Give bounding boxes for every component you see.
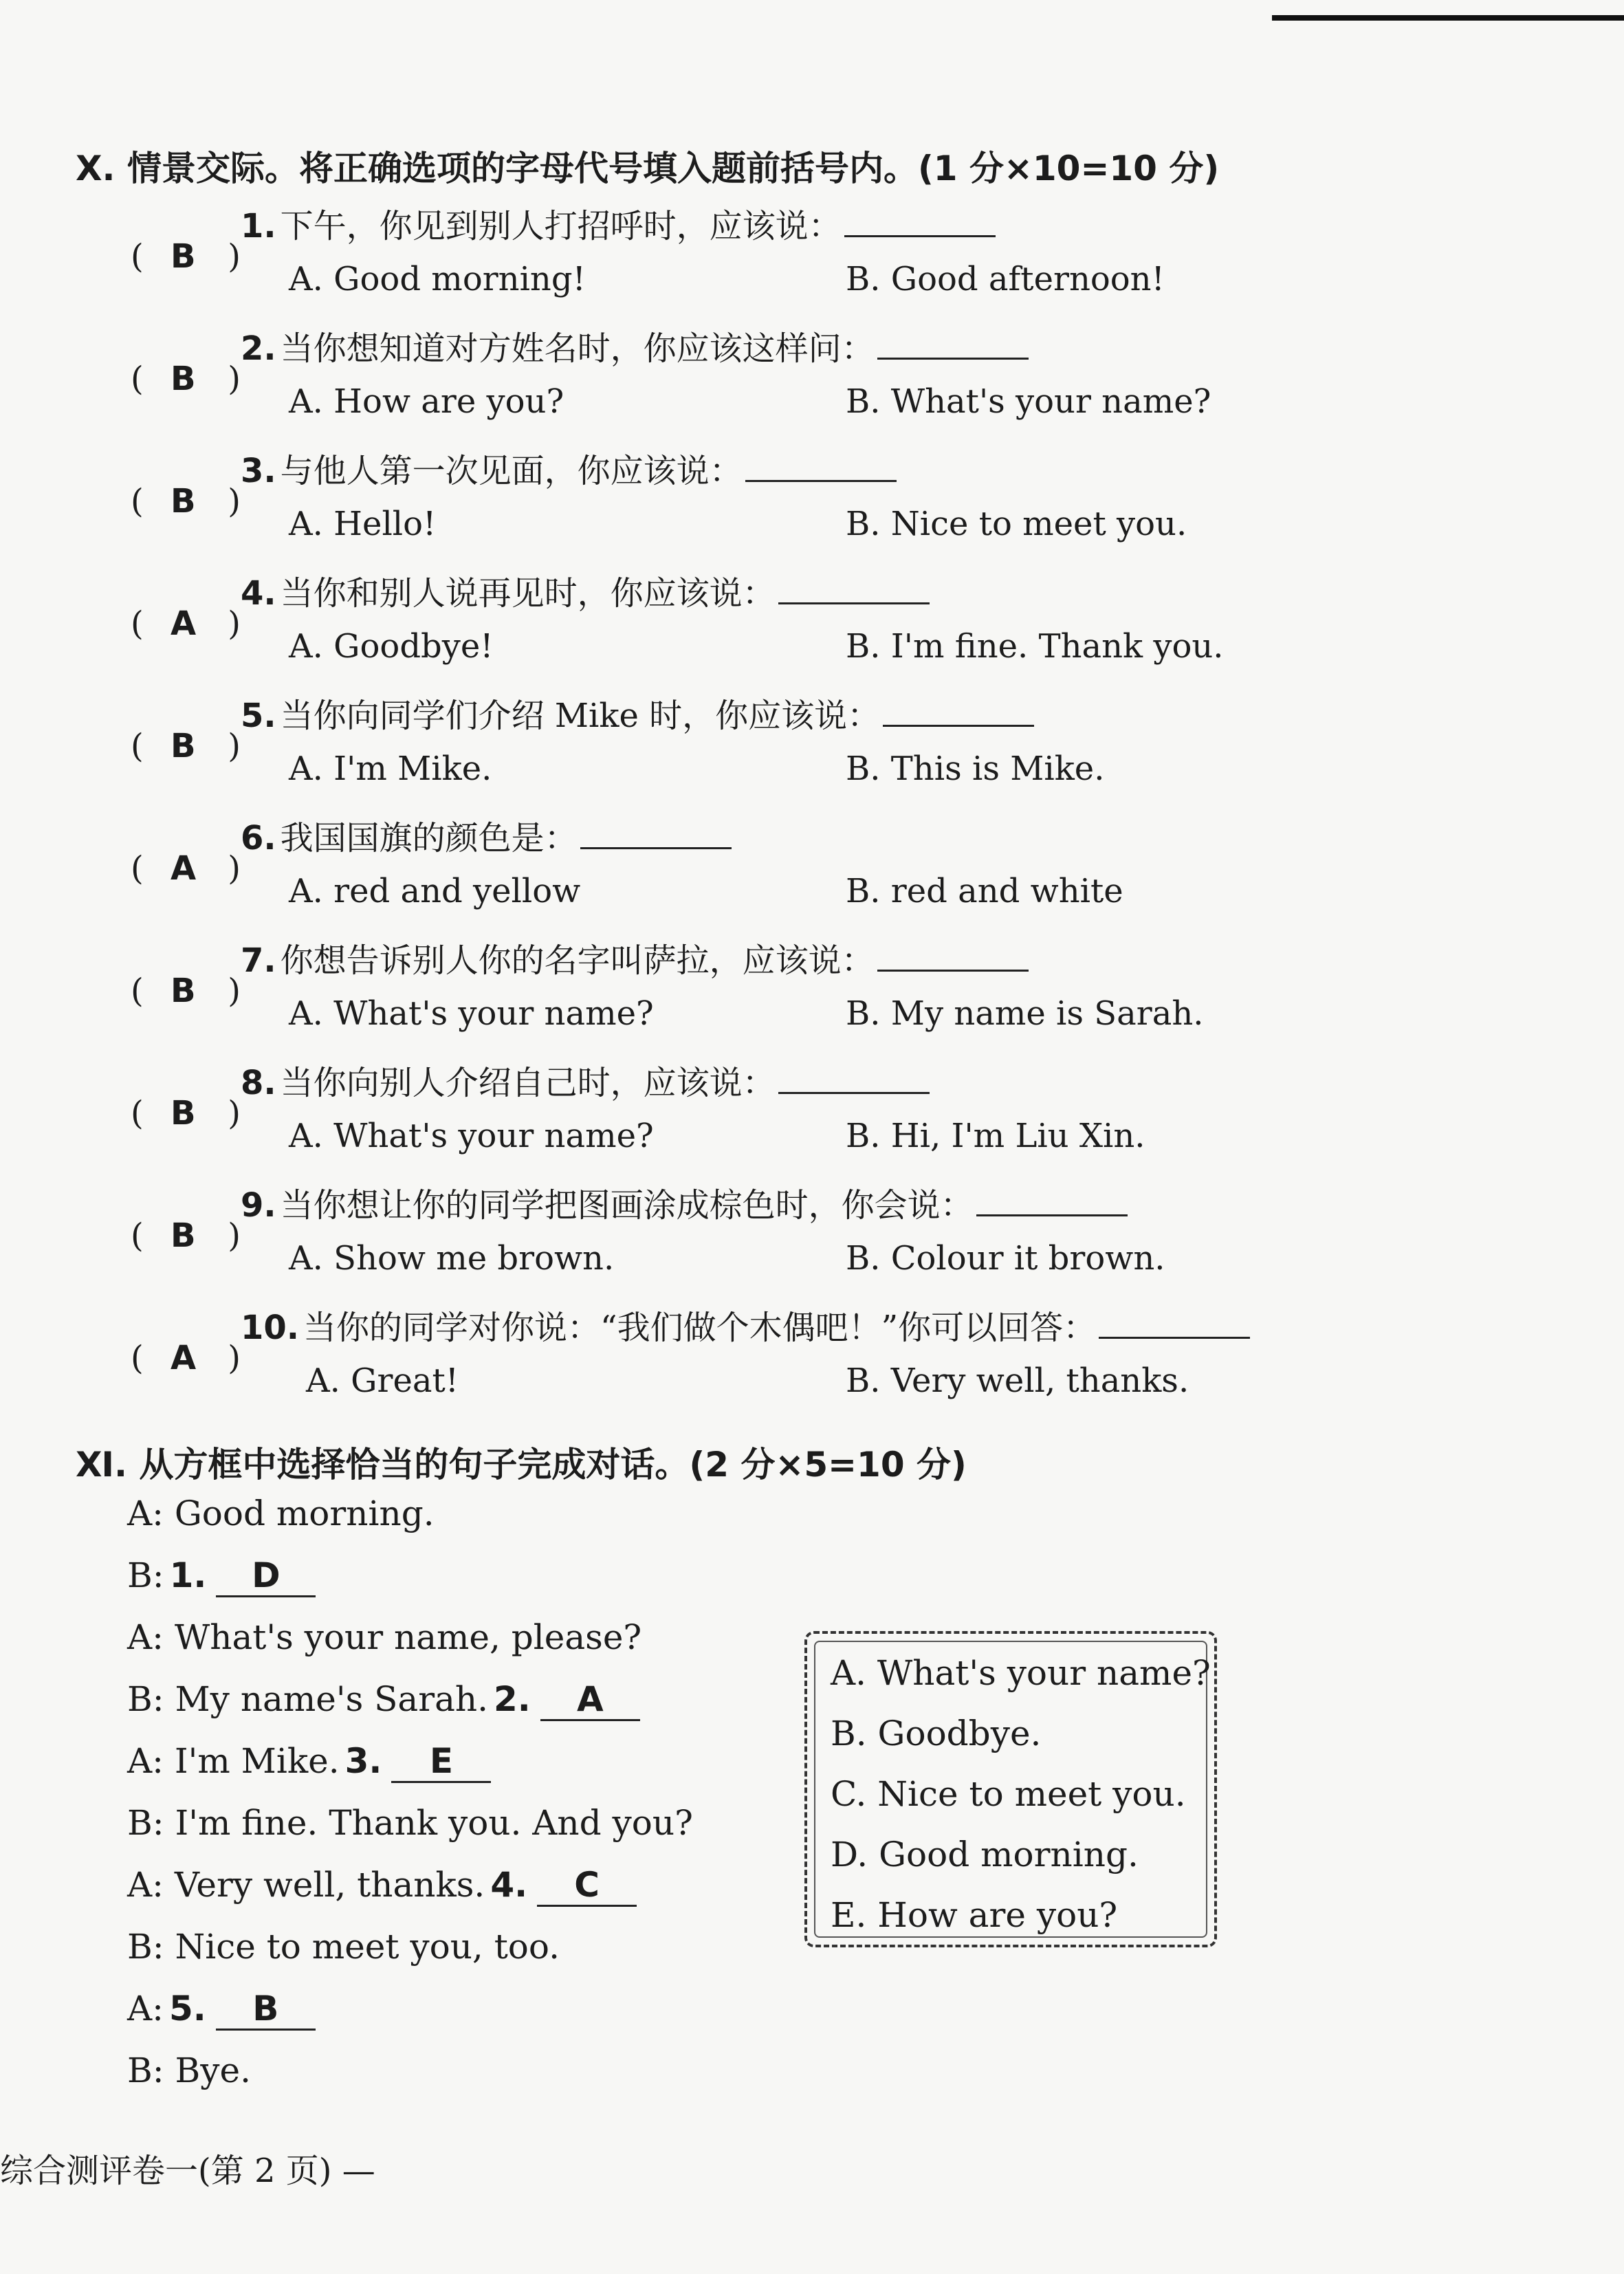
question-answer: A xyxy=(171,604,197,643)
box-option-d: D. Good morning. xyxy=(831,1835,1139,1874)
question-number: 3. xyxy=(241,452,276,490)
bracket-open: ( xyxy=(131,482,144,521)
answer-blank xyxy=(877,330,1029,360)
dialogue-text: A: xyxy=(127,1989,164,2029)
bracket-open: ( xyxy=(131,727,144,765)
question-number: 5. xyxy=(241,697,276,735)
dialogue-blank-number: 1. xyxy=(169,1555,207,1595)
option-b: B. What's your name? xyxy=(846,382,1211,421)
bracket-open: ( xyxy=(131,849,144,888)
answer-blank xyxy=(877,942,1029,972)
bracket-close: ) xyxy=(228,1094,241,1133)
box-option-b: B. Goodbye. xyxy=(831,1714,1042,1753)
bracket-close: ) xyxy=(228,360,241,398)
question-number: 7. xyxy=(241,941,276,980)
option-b: B. I'm fine. Thank you. xyxy=(846,627,1224,666)
dialogue-blank-number: 5. xyxy=(168,1989,206,2029)
question-number: 4. xyxy=(241,574,276,613)
question-text: 下午，你见到别人打招呼时，应该说： xyxy=(280,207,842,245)
bracket-close: ) xyxy=(228,1339,241,1377)
question-row xyxy=(131,1301,1250,1377)
option-b: B. Good afternoon! xyxy=(846,260,1165,298)
question-row xyxy=(131,1179,1128,1255)
section-11-title: Ⅺ. 从方框中选择恰当的句子完成对话。(2 分×5=10 分) xyxy=(76,1445,967,1485)
question-number: 2. xyxy=(241,329,276,368)
dialogue-text: B: My name's Sarah. xyxy=(127,1679,488,1719)
question-answer: A xyxy=(171,849,197,888)
answer-blank xyxy=(745,452,897,482)
question-row xyxy=(131,689,1034,765)
dialogue-text: B: xyxy=(127,1555,164,1595)
bracket-open: ( xyxy=(131,1339,144,1377)
option-a: A. Hello! xyxy=(289,505,437,543)
question-row xyxy=(131,934,1029,1010)
bracket-open: ( xyxy=(131,237,144,276)
option-b: B. My name is Sarah. xyxy=(846,994,1204,1033)
dialogue-line xyxy=(127,2051,251,2090)
option-b: B. This is Mike. xyxy=(846,750,1105,788)
box-option-a: A. What's your name? xyxy=(831,1653,1211,1693)
top-rule xyxy=(1272,15,1624,21)
answer-blank xyxy=(883,697,1034,727)
dialogue-answer: A xyxy=(540,1679,640,1721)
question-answer: B xyxy=(171,482,196,521)
option-a: A. What's your name? xyxy=(289,994,654,1033)
option-a: A. Great! xyxy=(306,1362,459,1400)
dialogue-text: A: Good morning. xyxy=(127,1494,435,1533)
question-answer: B xyxy=(171,360,196,398)
answer-blank xyxy=(778,575,930,604)
question-text: 当你想知道对方姓名时，你应该这样问： xyxy=(280,329,875,368)
bracket-close: ) xyxy=(228,972,241,1010)
bracket-open: ( xyxy=(131,972,144,1010)
bracket-open: ( xyxy=(131,1216,144,1255)
question-row xyxy=(131,1056,930,1133)
question-row xyxy=(131,567,930,643)
dialogue-blank-number: 2. xyxy=(494,1679,531,1719)
option-a: A. red and yellow xyxy=(289,872,581,910)
question-text: 你想告诉别人你的名字叫萨拉，应该说： xyxy=(280,941,875,980)
question-number: 1. xyxy=(241,207,276,245)
dialogue-answer: E xyxy=(391,1741,491,1783)
answer-blank xyxy=(976,1187,1128,1216)
dialogue-answer: D xyxy=(216,1555,316,1597)
bracket-close: ) xyxy=(228,237,241,276)
question-answer: B xyxy=(171,1216,196,1255)
question-row xyxy=(131,199,996,276)
bracket-close: ) xyxy=(228,482,241,521)
bracket-close: ) xyxy=(228,604,241,643)
dialogue-text: A: I'm Mike. xyxy=(127,1741,340,1781)
question-number: 8. xyxy=(241,1064,276,1102)
question-answer: B xyxy=(171,1094,196,1133)
dialogue-line xyxy=(127,1927,560,1967)
answer-blank xyxy=(844,208,996,237)
question-text: 当你向同学们介绍 Mike 时，你应该说： xyxy=(280,697,881,735)
question-text: 当你向别人介绍自己时，应该说： xyxy=(280,1064,776,1102)
dialogue-line xyxy=(127,1555,316,1597)
question-row xyxy=(131,444,897,521)
question-answer: B xyxy=(171,237,196,276)
option-a: A. I'm Mike. xyxy=(289,750,492,788)
options-box xyxy=(804,1631,1217,1947)
bracket-open: ( xyxy=(131,360,144,398)
option-a: A. Goodbye! xyxy=(289,627,494,666)
box-option-e: E. How are you? xyxy=(831,1895,1118,1935)
question-answer: A xyxy=(171,1339,197,1377)
page-footer: 综合测评卷一(第 2 页) — xyxy=(0,2152,375,2190)
question-text: 当你和别人说再见时，你应该说： xyxy=(280,574,776,613)
option-b: B. Nice to meet you. xyxy=(846,505,1187,543)
question-number: 10. xyxy=(241,1309,300,1347)
question-answer: B xyxy=(171,972,196,1010)
question-number: 6. xyxy=(241,819,276,857)
dialogue-blank-number: 3. xyxy=(344,1741,382,1781)
box-option-c: C. Nice to meet you. xyxy=(831,1774,1186,1814)
option-b: B. Very well, thanks. xyxy=(846,1362,1189,1400)
dialogue-text: A: Very well, thanks. xyxy=(127,1865,485,1905)
dialogue-text: B: I'm fine. Thank you. And you? xyxy=(127,1803,693,1843)
dialogue-text: B: Nice to meet you, too. xyxy=(127,1927,560,1967)
answer-blank xyxy=(580,820,732,849)
option-a: A. Show me brown. xyxy=(289,1239,615,1278)
bracket-open: ( xyxy=(131,1094,144,1133)
option-b: B. red and white xyxy=(846,872,1123,910)
dialogue-line xyxy=(127,1494,435,1533)
option-a: A. What's your name? xyxy=(289,1117,654,1155)
option-b: B. Colour it brown. xyxy=(846,1239,1165,1278)
bracket-close: ) xyxy=(228,1216,241,1255)
dialogue-text: B: Bye. xyxy=(127,2051,251,2090)
dialogue-line xyxy=(127,1989,316,2031)
question-text: 与他人第一次见面，你应该说： xyxy=(280,452,743,490)
option-b: B. Hi, I'm Liu Xin. xyxy=(846,1117,1145,1155)
answer-blank xyxy=(778,1064,930,1094)
section-10-title: Ⅹ. 情景交际。将正确选项的字母代号填入题前括号内。(1 分×10=10 分) xyxy=(76,149,1220,188)
dialogue-text: A: What's your name, please? xyxy=(127,1617,642,1657)
answer-blank xyxy=(1099,1309,1250,1339)
dialogue-line xyxy=(127,1679,640,1721)
question-text: 当你想让你的同学把图画涂成棕色时，你会说： xyxy=(280,1186,974,1225)
option-a: A. How are you? xyxy=(289,382,564,421)
dialogue-line xyxy=(127,1741,491,1783)
dialogue-answer: B xyxy=(216,1989,316,2031)
question-number: 9. xyxy=(241,1186,276,1225)
dialogue-blank-number: 4. xyxy=(490,1865,528,1905)
dialogue-line xyxy=(127,1617,641,1657)
dialogue-answer: C xyxy=(537,1865,637,1907)
dialogue-line xyxy=(127,1865,637,1907)
bracket-close: ) xyxy=(228,849,241,888)
dialogue-line xyxy=(127,1803,693,1843)
question-row xyxy=(131,811,732,888)
question-answer: B xyxy=(171,727,196,765)
bracket-open: ( xyxy=(131,604,144,643)
question-text: 我国国旗的颜色是： xyxy=(280,819,578,857)
question-text: 当你的同学对你说：“我们做个木偶吧！”你可以回答： xyxy=(303,1309,1097,1347)
bracket-close: ) xyxy=(228,727,241,765)
question-row xyxy=(131,322,1029,398)
option-a: A. Good morning! xyxy=(289,260,586,298)
